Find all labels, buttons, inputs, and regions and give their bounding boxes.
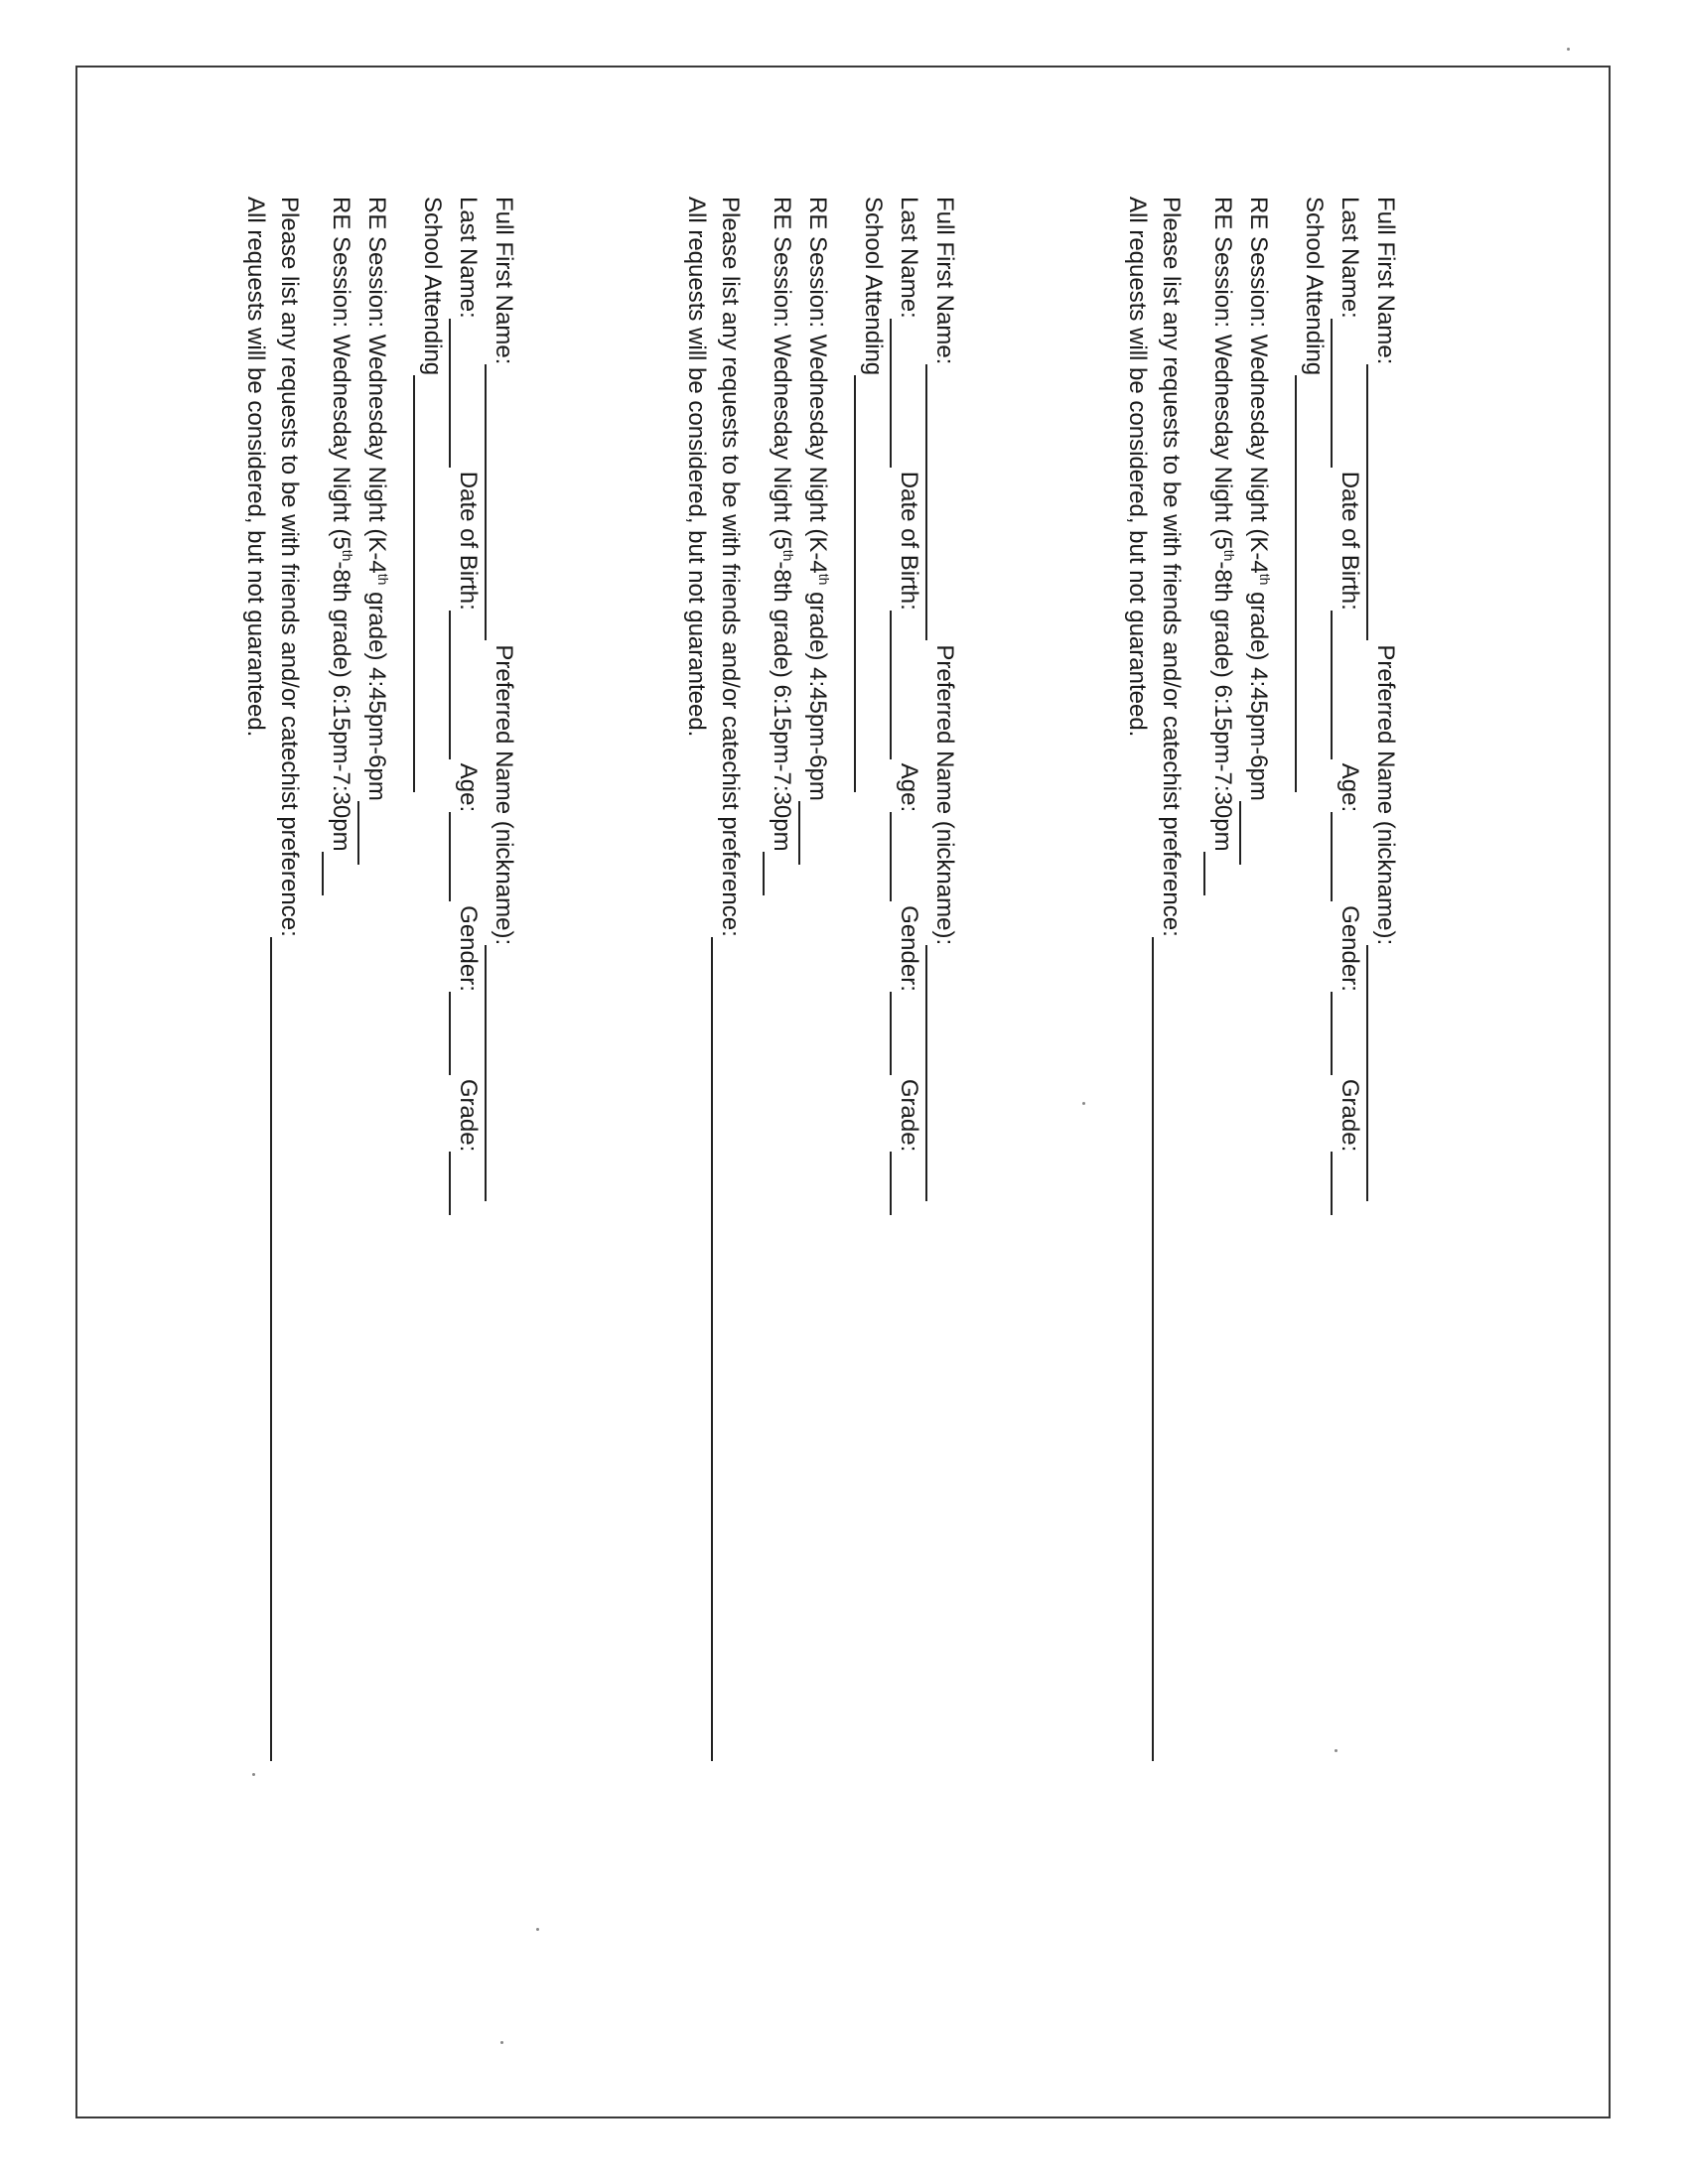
preferred-name-label: Preferred Name (nickname):: [491, 644, 517, 946]
grade-field[interactable]: [890, 1152, 921, 1215]
age-label: Age:: [1336, 762, 1363, 813]
gender-label: Gender:: [455, 905, 482, 992]
gender-field[interactable]: [890, 992, 921, 1075]
preferred-name-field[interactable]: [485, 945, 516, 1201]
grade-label: Grade:: [896, 1078, 922, 1153]
preferred-name-field[interactable]: [925, 945, 957, 1201]
disclaimer-text: All requests will be considered, but not guaranteed.: [242, 197, 269, 738]
dob-label: Date of Birth:: [896, 471, 922, 611]
session-2-text: RE Session: Wednesday Night (5: [769, 197, 795, 550]
session-2-time: -8th grade) 6:15pm-7:30pm: [769, 561, 795, 852]
school-row: [413, 197, 451, 796]
session-1-label: [798, 197, 836, 801]
session-2-label: [1203, 197, 1241, 852]
school-label: School Attending: [1301, 197, 1328, 376]
session-1-field[interactable]: [798, 801, 830, 865]
scan-speck: [1082, 1102, 1085, 1105]
scan-speck: [252, 1773, 255, 1776]
details-row: [449, 197, 487, 1219]
last-name-field[interactable]: [890, 319, 921, 468]
requests-field[interactable]: [1152, 937, 1184, 1761]
last-name-label: Last Name:: [455, 197, 482, 319]
school-row: [854, 197, 892, 796]
grade-label: Grade:: [1336, 1078, 1363, 1153]
session-2-time: -8th grade) 6:15pm-7:30pm: [1209, 561, 1236, 852]
scan-speck: [536, 1928, 539, 1931]
session-2-label: [763, 197, 800, 852]
session-1-field[interactable]: [1239, 801, 1271, 865]
preferred-name-label: Preferred Name (nickname):: [1372, 644, 1399, 946]
session-2-row: [322, 197, 359, 899]
first-name-label: Full First Name:: [491, 197, 517, 365]
school-label: School Attending: [419, 197, 446, 376]
session-2-sup: th: [340, 549, 355, 562]
requests-row: [711, 197, 749, 1765]
session-2-field[interactable]: [763, 852, 794, 895]
requests-label: Please list any requests to be with friends and/or catechist preference:: [717, 197, 744, 937]
session-1-time: grade) 4:45pm-6pm: [1245, 585, 1272, 801]
last-name-field[interactable]: [449, 319, 481, 468]
session-1-row: [1239, 197, 1277, 869]
gender-field[interactable]: [449, 992, 481, 1075]
session-1-field[interactable]: [357, 801, 389, 865]
school-label: School Attending: [860, 197, 887, 376]
session-1-row: [357, 197, 395, 869]
session-1-label: [1239, 197, 1277, 801]
session-2-text: RE Session: Wednesday Night (5: [328, 197, 354, 550]
scan-speck: [1567, 48, 1570, 51]
session-2-sup: th: [780, 549, 796, 562]
session-1-sup: th: [375, 573, 391, 586]
dob-label: Date of Birth:: [455, 471, 482, 611]
details-row: [1331, 197, 1368, 1219]
session-1-row: [798, 197, 836, 869]
session-2-row: [1203, 197, 1241, 899]
requests-row: [1152, 197, 1190, 1765]
age-field[interactable]: [890, 812, 921, 901]
preferred-name-field[interactable]: [1366, 945, 1398, 1201]
dob-label: Date of Birth:: [1336, 471, 1363, 611]
first-name-field[interactable]: [1366, 364, 1398, 640]
age-field[interactable]: [449, 812, 481, 901]
first-name-field[interactable]: [925, 364, 957, 640]
grade-field[interactable]: [449, 1152, 481, 1215]
requests-row: [270, 197, 308, 1765]
session-2-sup: th: [1221, 549, 1237, 562]
dob-field[interactable]: [890, 611, 921, 759]
first-name-label: Full First Name:: [1372, 197, 1399, 365]
requests-field[interactable]: [270, 937, 302, 1761]
first-name-field[interactable]: [485, 364, 516, 640]
name-row: [485, 197, 522, 1205]
session-2-row: [763, 197, 800, 899]
session-1-text: RE Session: Wednesday Night (K-4: [804, 197, 831, 574]
age-field[interactable]: [1331, 812, 1362, 901]
requests-field[interactable]: [711, 937, 743, 1761]
disclaimer-row: [236, 197, 274, 737]
disclaimer-row: [1118, 197, 1156, 737]
session-2-time: -8th grade) 6:15pm-7:30pm: [328, 561, 354, 852]
registration-form-2: [665, 197, 963, 1904]
dob-field[interactable]: [1331, 611, 1362, 759]
school-field[interactable]: [854, 375, 886, 792]
session-1-time: grade) 4:45pm-6pm: [363, 585, 390, 801]
age-label: Age:: [455, 762, 482, 813]
session-1-sup: th: [1257, 573, 1273, 586]
scan-speck: [500, 2041, 503, 2044]
gender-label: Gender:: [896, 905, 922, 992]
last-name-label: Last Name:: [1336, 197, 1363, 319]
registration-form-3: [224, 197, 522, 1904]
session-2-field[interactable]: [322, 852, 353, 895]
scan-speck: [1335, 1749, 1337, 1752]
gender-field[interactable]: [1331, 992, 1362, 1075]
disclaimer-text: All requests will be considered, but not guaranteed.: [1124, 197, 1151, 738]
gender-label: Gender:: [1336, 905, 1363, 992]
session-1-text: RE Session: Wednesday Night (K-4: [1245, 197, 1272, 574]
disclaimer-text: All requests will be considered, but not guaranteed.: [683, 197, 710, 738]
form-sheet: [212, 197, 1404, 1904]
session-1-label: [357, 197, 395, 801]
requests-label: Please list any requests to be with friends and/or catechist preference:: [1158, 197, 1185, 937]
grade-label: Grade:: [455, 1078, 482, 1153]
registration-form-1: [1106, 197, 1404, 1904]
school-row: [1295, 197, 1333, 796]
session-2-label: [322, 197, 359, 852]
last-name-label: Last Name:: [896, 197, 922, 319]
preferred-name-label: Preferred Name (nickname):: [931, 644, 958, 946]
last-name-field[interactable]: [1331, 319, 1362, 468]
dob-field[interactable]: [449, 611, 481, 759]
name-row: [1366, 197, 1404, 1205]
age-label: Age:: [896, 762, 922, 813]
session-1-time: grade) 4:45pm-6pm: [804, 585, 831, 801]
name-row: [925, 197, 963, 1205]
session-1-text: RE Session: Wednesday Night (K-4: [363, 197, 390, 574]
details-row: [890, 197, 927, 1219]
disclaimer-row: [677, 197, 715, 737]
school-field[interactable]: [413, 375, 445, 792]
session-1-sup: th: [816, 573, 832, 586]
requests-label: Please list any requests to be with friends and/or catechist preference:: [276, 197, 303, 937]
grade-field[interactable]: [1331, 1152, 1362, 1215]
session-2-text: RE Session: Wednesday Night (5: [1209, 197, 1236, 550]
first-name-label: Full First Name:: [931, 197, 958, 365]
session-2-field[interactable]: [1203, 852, 1235, 895]
school-field[interactable]: [1295, 375, 1327, 792]
